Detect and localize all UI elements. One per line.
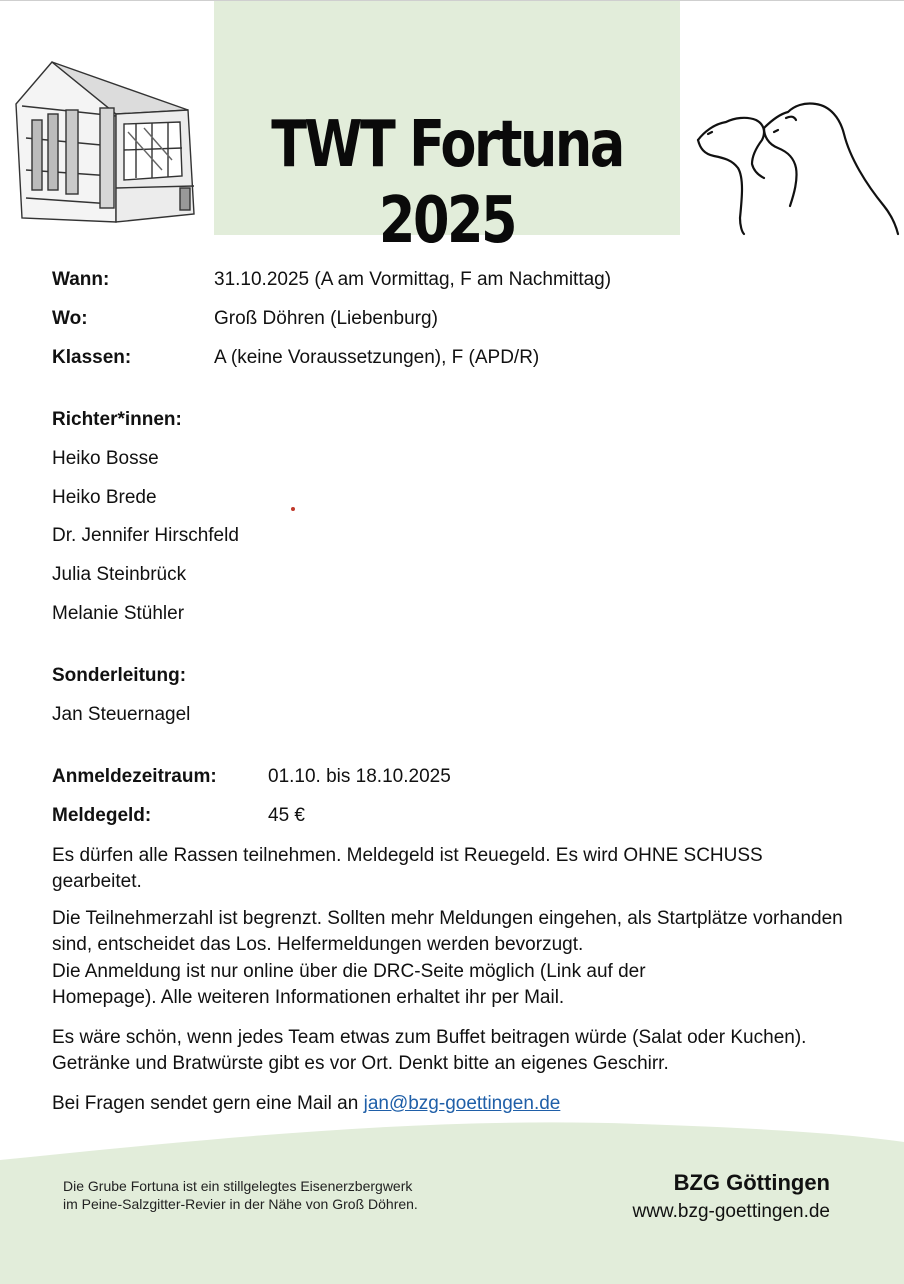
- page-title: TWT Fortuna 2025: [271, 108, 623, 258]
- paragraph-breeds: Es dürfen alle Rassen teilnehmen. Meldegeld ist Reuegeld. Es wird OHNE SCHUSS gearbeitet.: [52, 845, 763, 892]
- when-label: Wann:: [52, 269, 110, 290]
- judge-name: Dr. Jennifer Hirschfeld: [52, 525, 239, 546]
- footer-note-line: im Peine-Salzgitter-Revier in der Nähe von Groß Döhren.: [63, 1196, 418, 1212]
- contact-text: Bei Fragen sendet gern eine Mail an: [52, 1093, 364, 1114]
- header-banner: [214, 1, 680, 258]
- paragraph-limit: Die Teilnehmerzahl ist begrenzt. Sollten mehr Meldungen eingehen, als Startplätze vorhanden sind, entscheidet das Los. Helfermeldungen werden bevorzugt.: [52, 908, 843, 955]
- judge-name: Melanie Stühler: [52, 603, 185, 624]
- fee-value: 45 €: [268, 805, 305, 826]
- classes-value: A (keine Voraussetzungen), F (APD/R): [214, 347, 540, 368]
- judge-name: Julia Steinbrück: [52, 564, 187, 585]
- registration-period-value: 01.10. bis 18.10.2025: [268, 766, 451, 787]
- judge-name: Heiko Bosse: [52, 448, 159, 469]
- footer-website: www.bzg-goettingen.de: [632, 1201, 830, 1222]
- judges-heading: Richter*innen:: [52, 409, 182, 430]
- fee-label: Meldegeld:: [52, 805, 152, 826]
- paragraph-online-registration: Die Anmeldung ist nur online über die DRC-Seite möglich (Link auf der Homepage). Alle weiteren Informationen erhaltet ihr per Mail.: [52, 961, 646, 1008]
- email-link[interactable]: jan@bzg-goettingen.de: [363, 1093, 561, 1114]
- paragraph-buffet: Es wäre schön, wenn jedes Team etwas zum Buffet beitragen würde (Salat oder Kuchen). Getränke und Bratwürste gibt es vor Ort. Denkt bitte an eigenes Geschirr.: [52, 1027, 807, 1074]
- where-value: Groß Döhren (Liebenburg): [214, 308, 438, 329]
- mine-building-illustration: [12, 58, 200, 224]
- footer-organization: BZG Göttingen: [673, 1170, 830, 1195]
- registration-period-label: Anmeldezeitraum:: [52, 766, 217, 787]
- special-lead-name: Jan Steuernagel: [52, 704, 191, 725]
- when-value: 31.10.2025 (A am Vormittag, F am Nachmittag): [214, 269, 612, 290]
- judge-name: Heiko Brede: [52, 487, 157, 508]
- where-label: Wo:: [52, 308, 88, 329]
- footer-note-line: Die Grube Fortuna ist ein stillgelegtes Eisenerzbergwerk: [63, 1178, 413, 1194]
- special-lead-heading: Sonderleitung:: [52, 665, 187, 686]
- classes-label: Klassen:: [52, 347, 132, 368]
- footer-note: [63, 1177, 418, 1213]
- paragraph-contact: [52, 1091, 852, 1117]
- red-dot-mark: [291, 507, 295, 511]
- dogs-silhouette-illustration: [694, 98, 900, 236]
